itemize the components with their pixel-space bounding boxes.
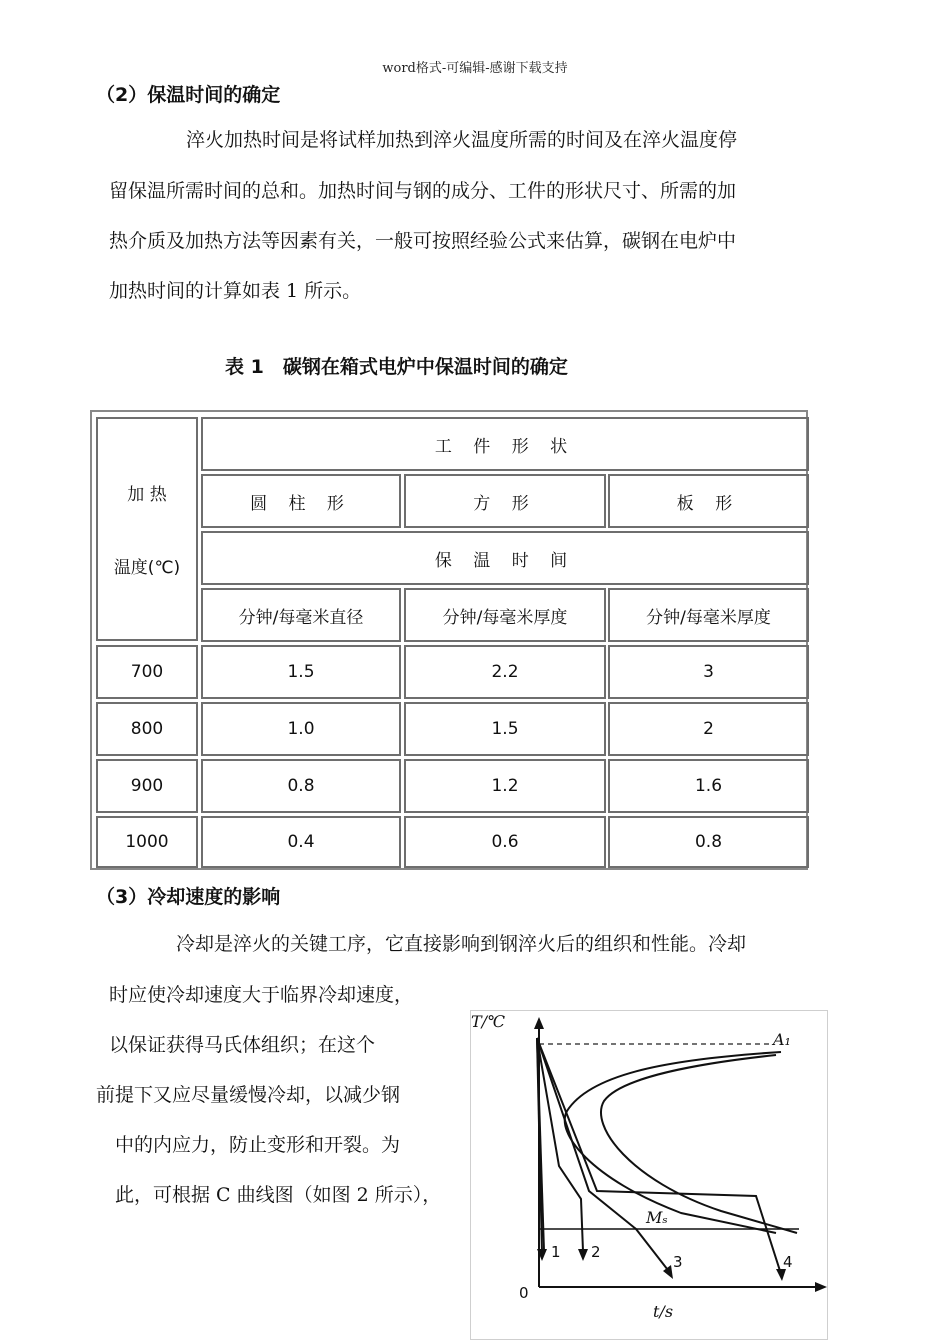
table-header-shape: 工 件 形 状 xyxy=(201,417,809,471)
table-cell-temp: 900 xyxy=(96,759,198,813)
holding-time-table xyxy=(90,410,808,870)
table-cell: 1.5 xyxy=(201,645,401,699)
c-curve-finish xyxy=(601,1055,797,1233)
table-header-temperature xyxy=(96,417,198,641)
table-cell: 2.2 xyxy=(404,645,606,699)
table-header-holding-time: 保 温 时 间 xyxy=(201,531,809,585)
c-curve-diagram xyxy=(471,1011,827,1339)
paragraph-line: 时应使冷却速度大于临界冷却速度， xyxy=(109,984,414,1006)
table-cell: 0.8 xyxy=(201,759,401,813)
y-axis-label: T/℃ xyxy=(471,1012,505,1031)
table-cell: 0.4 xyxy=(201,816,401,868)
table-cell-temp: 700 xyxy=(96,645,198,699)
table-cell-temp: 1000 xyxy=(96,816,198,868)
origin-label: 0 xyxy=(519,1284,529,1302)
table-unit-cell: 分钟/每毫米厚度 xyxy=(404,588,606,642)
table-cell: 1.2 xyxy=(404,759,606,813)
paragraph-line: 热介质及加热方法等因素有关，一般可按照经验公式来估算，碳钢在电炉中 xyxy=(109,230,737,252)
table-cell: 0.6 xyxy=(404,816,606,868)
table-header-cylinder: 圆 柱 形 xyxy=(201,474,401,528)
paragraph-line: 以保证获得马氏体组织；在这个 xyxy=(109,1034,376,1056)
header-line: 加 热 xyxy=(127,485,167,505)
curve-label-4: 4 xyxy=(783,1253,793,1271)
c-curve-figure xyxy=(470,1010,828,1340)
table-unit-cell: 分钟/每毫米直径 xyxy=(201,588,401,642)
table-cell: 0.8 xyxy=(608,816,809,868)
paragraph-line: 留保温所需时间的总和。加热时间与钢的成分、工件的形状尺寸、所需的加 xyxy=(109,180,737,202)
curve-label-1: 1 xyxy=(551,1243,561,1261)
header-line: 温度(℃) xyxy=(113,558,181,578)
x-axis-label: t/s xyxy=(653,1302,674,1321)
table-header-square: 方 形 xyxy=(404,474,606,528)
arrow-2-icon xyxy=(578,1249,588,1261)
table-unit-cell: 分钟/每毫米厚度 xyxy=(608,588,809,642)
y-axis-arrow-icon xyxy=(534,1017,544,1029)
ms-label: Mₛ xyxy=(646,1208,668,1227)
x-axis-arrow-icon xyxy=(815,1282,827,1292)
section-2-title: （2）保温时间的确定 xyxy=(96,84,281,106)
table-header-plate: 板 形 xyxy=(608,474,809,528)
table-caption: 表 1 碳钢在箱式电炉中保温时间的确定 xyxy=(225,356,568,378)
table-cell: 1.0 xyxy=(201,702,401,756)
paragraph-line: 淬火加热时间是将试样加热到淬火温度所需的时间及在淬火温度停 xyxy=(186,129,738,151)
curve-label-2: 2 xyxy=(591,1243,601,1261)
section-3-title: （3）冷却速度的影响 xyxy=(96,886,281,908)
paragraph-line: 加热时间的计算如表 1 所示。 xyxy=(109,280,362,302)
curve-label-3: 3 xyxy=(673,1253,683,1271)
table-cell: 3 xyxy=(608,645,809,699)
paragraph-line: 前提下又应尽量缓慢冷却，以减少钢 xyxy=(96,1084,401,1106)
table-cell: 1.5 xyxy=(404,702,606,756)
table-cell: 1.6 xyxy=(608,759,809,813)
table-cell: 2 xyxy=(608,702,809,756)
paragraph-line: 中的内应力，防止变形和开裂。为 xyxy=(115,1134,401,1156)
c-curve-start xyxy=(565,1052,781,1233)
a1-label: A₁ xyxy=(773,1030,791,1049)
paragraph-line: 冷却是淬火的关键工序，它直接影响到钢淬火后的组织和性能。冷却 xyxy=(176,933,747,955)
page-header: word格式-可编辑-感谢下载支持 xyxy=(382,61,568,76)
table-cell-temp: 800 xyxy=(96,702,198,756)
paragraph-line: 此，可根据 C 曲线图（如图 2 所示）， xyxy=(115,1184,442,1206)
